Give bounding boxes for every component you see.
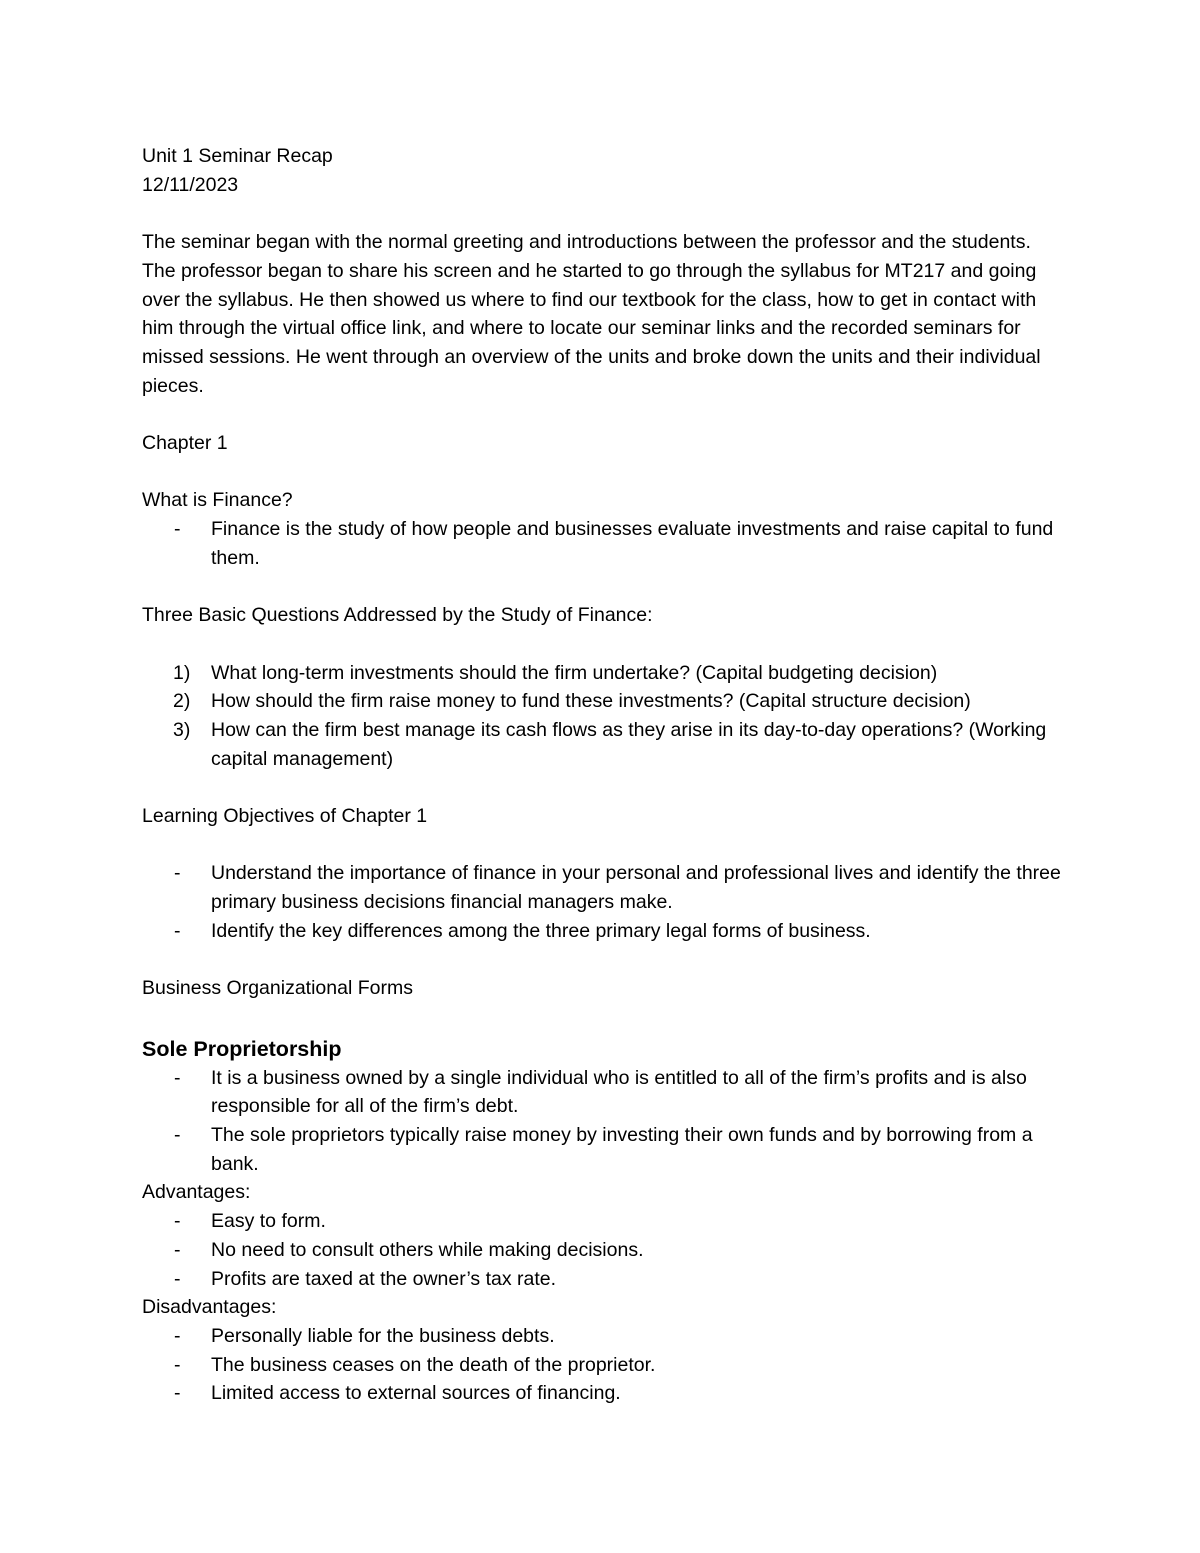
list-item bbox=[142, 515, 1072, 572]
list-item-text: No need to consult others while making decisions. bbox=[211, 1238, 644, 1261]
list-item bbox=[142, 1322, 1072, 1351]
three-questions-list bbox=[142, 659, 1072, 774]
list-item-text: The business ceases on the death of the proprietor. bbox=[211, 1353, 656, 1376]
advantages-list bbox=[142, 1207, 1072, 1293]
list-item-text: How should the firm raise money to fund these investments? (Capital structure decision) bbox=[211, 690, 971, 713]
list-item-text: Personally liable for the business debts. bbox=[211, 1324, 555, 1347]
dash-marker: - bbox=[174, 1267, 181, 1290]
list-item-text: Understand the importance of finance in your personal and professional lives and identify the three primary business decisions financial managers make. bbox=[211, 862, 1061, 914]
list-item bbox=[142, 1379, 1072, 1408]
list-item bbox=[142, 1064, 1072, 1121]
document-title: Unit 1 Seminar Recap bbox=[142, 145, 333, 167]
list-item-text: What long-term investments should the firm undertake? (Capital budgeting decision) bbox=[211, 661, 938, 684]
list-item bbox=[142, 1351, 1072, 1380]
list-item-text: It is a business owned by a single individual who is entitled to all of the firm’s profits and is also responsible for all of the firm’s debt. bbox=[211, 1066, 1027, 1118]
list-item bbox=[142, 659, 1072, 688]
dash-marker: - bbox=[174, 1066, 181, 1089]
list-item bbox=[142, 859, 1072, 916]
three-questions-heading: Three Basic Questions Addressed by the Study of Finance: bbox=[142, 604, 653, 627]
disadvantages-list bbox=[142, 1322, 1072, 1408]
list-item bbox=[142, 1207, 1072, 1236]
dash-marker: - bbox=[174, 919, 181, 942]
list-item-text: Easy to form. bbox=[211, 1210, 326, 1233]
learning-objectives-list bbox=[142, 859, 1072, 945]
disadvantages-label: Disadvantages: bbox=[142, 1296, 277, 1319]
dash-marker: - bbox=[174, 1210, 181, 1233]
document-date: 12/11/2023 bbox=[142, 173, 239, 196]
number-marker: 1) bbox=[173, 661, 191, 684]
list-item bbox=[142, 716, 1072, 773]
learning-objectives-heading: Learning Objectives of Chapter 1 bbox=[142, 805, 428, 828]
number-marker: 3) bbox=[173, 718, 191, 741]
dash-marker: - bbox=[174, 1353, 181, 1376]
list-item bbox=[142, 917, 1072, 946]
list-item bbox=[142, 1236, 1072, 1265]
dash-marker: - bbox=[174, 1382, 181, 1405]
dash-marker: - bbox=[174, 1124, 181, 1147]
list-item-text: Identify the key differences among the three primary legal forms of business. bbox=[211, 919, 871, 942]
what-is-finance-list bbox=[142, 515, 1072, 572]
dash-marker: - bbox=[174, 518, 181, 541]
list-item-text: Finance is the study of how people and businesses evaluate investments and raise capital to fund them. bbox=[211, 518, 1054, 569]
advantages-label: Advantages: bbox=[142, 1181, 251, 1204]
sole-proprietorship-list bbox=[142, 1064, 1072, 1179]
list-item-text: The sole proprietors typically raise money by investing their own funds and by borrowing from a bank. bbox=[211, 1124, 1033, 1175]
chapter-heading: Chapter 1 bbox=[142, 432, 228, 454]
list-item bbox=[142, 687, 1072, 716]
list-item-text: How can the firm best manage its cash flows as they arise in its day-to-day operations? (Working capital management) bbox=[211, 718, 1047, 770]
dash-marker: - bbox=[174, 862, 181, 885]
sole-proprietorship-heading: Sole Proprietorship bbox=[142, 1036, 342, 1061]
business-forms-heading: Business Organizational Forms bbox=[142, 977, 413, 1000]
document-page bbox=[142, 142, 1072, 1408]
list-item-text: Profits are taxed at the owner’s tax rate. bbox=[211, 1267, 557, 1290]
dash-marker: - bbox=[174, 1238, 181, 1261]
list-item-text: Limited access to external sources of financing. bbox=[211, 1382, 621, 1405]
number-marker: 2) bbox=[173, 690, 191, 713]
dash-marker: - bbox=[174, 1324, 181, 1347]
intro-paragraph: The seminar began with the normal greeting and introductions between the professor and the students. The professor began to share his screen and he started to go through the syllabus for MT217 and going over the syllabus. He then showed us where to find our textbook for the class, how to get in contact with him through the virtual office link, and where to locate our seminar links and the recorded seminars for missed sessions. He went through an overview of the units and broke down the units and their individual pieces. bbox=[142, 231, 1041, 397]
list-item bbox=[142, 1265, 1072, 1294]
list-item bbox=[142, 1121, 1072, 1178]
what-is-finance-heading: What is Finance? bbox=[142, 489, 293, 512]
